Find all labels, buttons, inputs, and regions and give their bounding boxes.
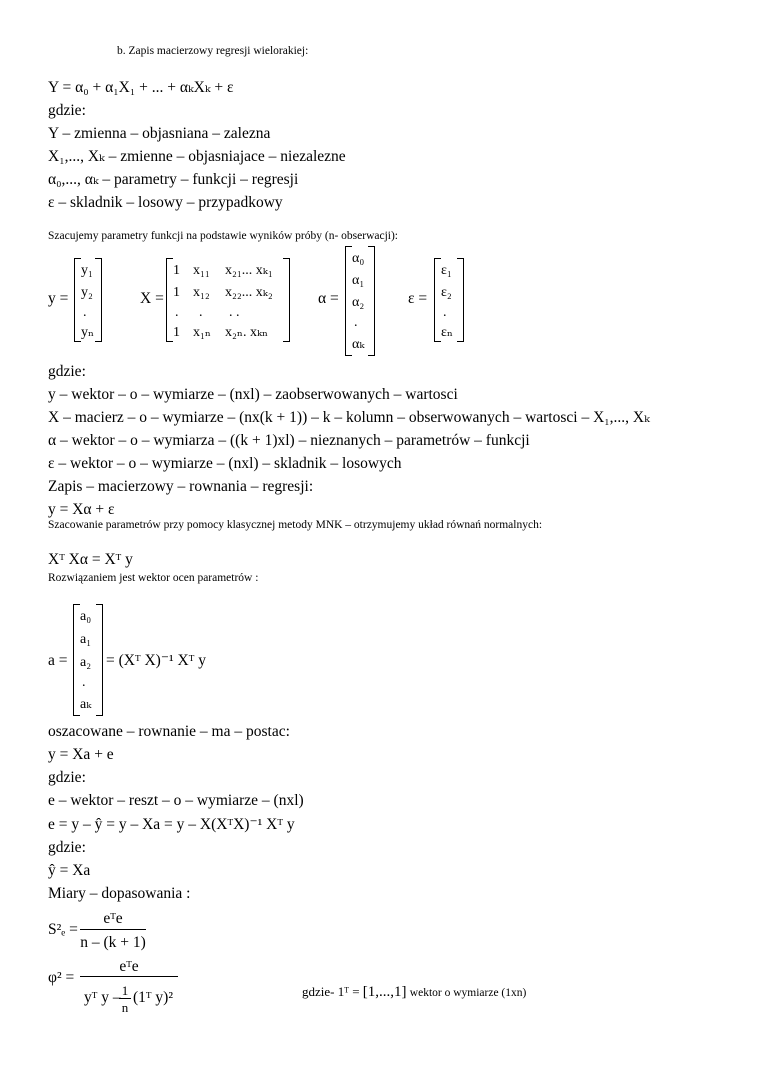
definition-line: Y – zmienna – objasniana – zalezna — [48, 125, 271, 142]
fitted-values-equation: ŷ = Xa — [48, 862, 91, 879]
alpha-vector-label: α = — [318, 290, 339, 307]
matrix-cell: εₙ — [441, 325, 453, 340]
matrix-cell: yₙ — [81, 325, 95, 340]
matrix-cell: x₂ₙ. xₖₙ — [225, 325, 269, 340]
matrix-cell: α₁ — [352, 273, 365, 288]
matrix-cell: . — [443, 305, 447, 320]
estimated-equation-title: oszacowane – rownanie – ma – postac: — [48, 723, 290, 740]
phi-small-fraction-denominator: n — [121, 1000, 129, 1015]
where-label: gdzie: — [48, 102, 86, 119]
variance-lhs: S²ₑ = — [48, 921, 78, 938]
where-label: gdzie: — [48, 769, 86, 786]
matrix-cell: a₀ — [80, 609, 92, 624]
matrix-cell: . — [354, 315, 358, 330]
mnk-note: Szacowanie parametrów przy pomocy klasycznej metody MNK – otrzymujemy układ równań normalnych: — [48, 519, 543, 531]
section-heading: b. Zapis macierzowy regresji wielorakiej: — [117, 45, 309, 57]
phi-denominator-part: yᵀ y – — [84, 989, 121, 1006]
matrix-form-equation: y = Xα + ε — [48, 501, 115, 518]
vector-definition-line: ε – wektor – o – wymiarze – (nxl) – skladnik – losowych — [48, 455, 402, 472]
a-vector-label: a = — [48, 652, 68, 669]
x-matrix — [166, 258, 290, 342]
matrix-cell: y₁ — [81, 263, 93, 278]
residual-equation: e = y – ŷ = y – Xa = y – X(XᵀX)⁻¹ Xᵀ y — [48, 816, 295, 833]
matrix-cell: ε₁ — [441, 263, 452, 278]
matrix-cell: 1 — [173, 285, 180, 300]
variance-denominator: n – (k + 1) — [80, 934, 146, 951]
phi-numerator: eᵀe — [119, 958, 139, 975]
ones-vector-note — [302, 985, 526, 1000]
a-vector-formula: = (Xᵀ X)⁻¹ Xᵀ y — [106, 652, 206, 669]
matrix-cell: αₖ — [352, 337, 365, 352]
matrix-cell: a₂ — [80, 655, 92, 670]
estimation-note: Szacujemy parametry funkcji na podstawie wyników próby (n- obserwacji): — [48, 230, 399, 242]
matrix-cell: x₂₁... xₖ₁ — [225, 263, 273, 278]
matrix-cell: x₁₂ — [193, 285, 210, 300]
fraction-bar — [119, 998, 131, 999]
epsilon-vector-label: ε = — [408, 290, 428, 307]
ones-vector-description: wektor o wymiarze (1xn) — [409, 987, 527, 999]
matrix-cell: . . — [229, 305, 240, 320]
matrix-cell: a₁ — [80, 632, 92, 647]
fit-measures-title: Miary – dopasowania : — [48, 885, 191, 902]
matrix-cell: . — [83, 305, 87, 320]
definition-line: X₁,..., Xₖ – zmienne – objasniajace – niezalezne — [48, 148, 346, 165]
phi-denominator-part: (1ᵀ y)² — [133, 989, 173, 1006]
ones-vector-value: [1,...,1] — [362, 984, 407, 1000]
matrix-cell: α₂ — [352, 295, 365, 310]
vector-definition-line: y – wektor – o – wymiarze – (nxl) – zaobserwowanych – wartosci — [48, 386, 458, 403]
matrix-cell: ε₂ — [441, 285, 452, 300]
where-label: gdzie: — [48, 363, 86, 380]
matrix-cell: . — [82, 675, 86, 690]
fraction-bar — [80, 929, 146, 930]
matrix-cell: . — [199, 305, 203, 320]
y-vector-label: y = — [48, 290, 69, 307]
matrix-cell: y₂ — [81, 285, 93, 300]
regression-model-equation: Y = α₀ + α₁X₁ + ... + αₖXₖ + ε — [48, 79, 234, 96]
fraction-bar — [80, 976, 178, 977]
matrix-cell: x₁₁ — [193, 263, 210, 278]
normal-equation: Xᵀ Xα = Xᵀ y — [48, 551, 133, 568]
solution-note: Rozwiązaniem jest wektor ocen parametrów : — [48, 572, 259, 584]
ones-vector-label: gdzie- 1ᵀ = — [302, 984, 360, 999]
definition-line: ε – skladnik – losowy – przypadkowy — [48, 194, 283, 211]
vector-definition-line: X – macierz – o – wymiarze – (nx(k + 1)) – k – kolumn – obserwowanych – wartosci – X₁,..., Xₖ — [48, 409, 650, 426]
matrix-form-title: Zapis – macierzowy – rownania – regresji: — [48, 478, 314, 495]
phi-small-fraction-numerator: 1 — [121, 983, 129, 998]
epsilon-vector-matrix — [434, 258, 464, 342]
alpha-vector-matrix — [345, 246, 375, 356]
a-vector-matrix — [73, 604, 103, 716]
definition-line: α₀,..., αₖ – parametry – funkcji – regresji — [48, 171, 299, 188]
matrix-cell: . — [175, 305, 179, 320]
phi-lhs: φ² = — [48, 969, 75, 986]
residual-definition: e – wektor – reszt – o – wymiarze – (nxl) — [48, 792, 304, 809]
matrix-cell: x₂₂... xₖ₂ — [225, 285, 273, 300]
matrix-cell: 1 — [173, 325, 180, 340]
matrix-cell: α₀ — [352, 251, 365, 266]
where-label: gdzie: — [48, 839, 86, 856]
matrix-cell: x₁ₙ — [193, 325, 211, 340]
x-matrix-label: X = — [140, 290, 164, 307]
variance-numerator: eᵀe — [103, 910, 123, 927]
estimated-equation: y = Xa + e — [48, 746, 114, 763]
y-vector-matrix — [74, 258, 102, 342]
matrix-cell: 1 — [173, 263, 180, 278]
matrix-cell: aₖ — [80, 697, 92, 712]
vector-definition-line: α – wektor – o – wymiarza – ((k + 1)xl) – nieznanych – parametrów – funkcji — [48, 432, 530, 449]
